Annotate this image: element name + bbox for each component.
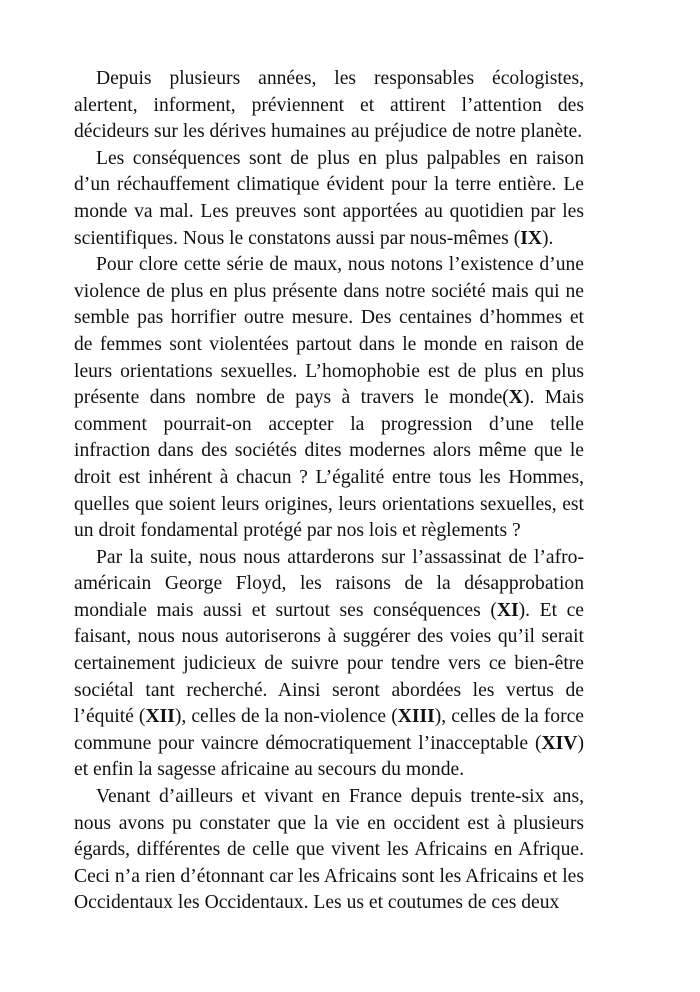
- text-segment: ) et enfin la sagesse africaine au secours du monde.: [74, 732, 584, 781]
- chapter-ref-xi: XI: [496, 599, 519, 621]
- paragraph-3: [74, 252, 584, 545]
- text-segment: Pour clore cette série de maux, nous notons l’existence d’une violence de plus en plus présente dans notre société mais qui ne semble pas horrifier outre mesure. Des centaines d’hommes et de femmes sont violentées partout dans le monde en raison de leurs orientations sexuelles. L’homophobie est de plus en plus présente dans nombre de pays à travers le monde(: [74, 254, 584, 409]
- text-segment: Par la suite, nous nous attarderons sur l’assassinat de l’afro-américain George Floyd, les raisons de la désapprobation mondiale mais aussi et surtout ses conséquences (: [74, 546, 584, 621]
- paragraph-4: [74, 545, 584, 784]
- text-segment: ), celles de la force commune pour vaincre démocratiquement l’inacceptable (: [74, 706, 584, 754]
- text-segment: Venant d’ailleurs et vivant en France depuis trente-six ans, nous avons pu constater que la vie en occident est à plusieurs égards, différentes de celle que vivent les Africains en Afrique. Ceci n’a rien d’étonnant car les Africains sont les Africains et les Occidentaux les Occidentaux. Les us et coutumes de ces deux: [74, 786, 584, 914]
- chapter-ref-ix: IX: [520, 227, 542, 249]
- page-body: [74, 66, 584, 917]
- text-segment: ), celles de la non-violence (: [174, 706, 398, 728]
- paragraph-5: [74, 784, 584, 917]
- text-segment: ).: [542, 227, 554, 249]
- paragraph-2: [74, 146, 584, 252]
- text-segment: ). Mais comment pourrait-on accepter la progression d’une telle infraction dans des sociétés dites modernes alors même que le droit est inhérent à chacun ? L’égalité entre tous les Hommes, quelles que soient leurs origines, leurs orientations sexuelles, est un droit fondamental protégé par nos lois et règlements ?: [74, 387, 584, 542]
- chapter-ref-x: X: [508, 387, 523, 409]
- text-segment: Les conséquences sont de plus en plus palpables en raison d’un réchauffement climatique évident pour la terre entière. Le monde va mal. Les preuves sont apportées au quotidien par les scientifiques. Nous le constatons aussi par nous-mêmes (: [74, 147, 584, 249]
- text-segment: ). Et ce faisant, nous nous autoriserons à suggérer des voies qu’il serait certainement judicieux de suivre pour tendre vers ce bien-être sociétal tant recherché. Ainsi seront abordées les vertus de l’équité (: [74, 599, 585, 728]
- chapter-ref-xii: XII: [145, 706, 175, 728]
- text-segment: Depuis plusieurs années, les responsables écologistes, alertent, informent, préviennent et attirent l’attention des décideurs sur les dérives humaines au préjudice de notre planète.: [74, 68, 584, 143]
- chapter-ref-xiv: XIV: [541, 732, 578, 754]
- paragraph-1: [74, 66, 584, 146]
- chapter-ref-xiii: XIII: [397, 706, 435, 728]
